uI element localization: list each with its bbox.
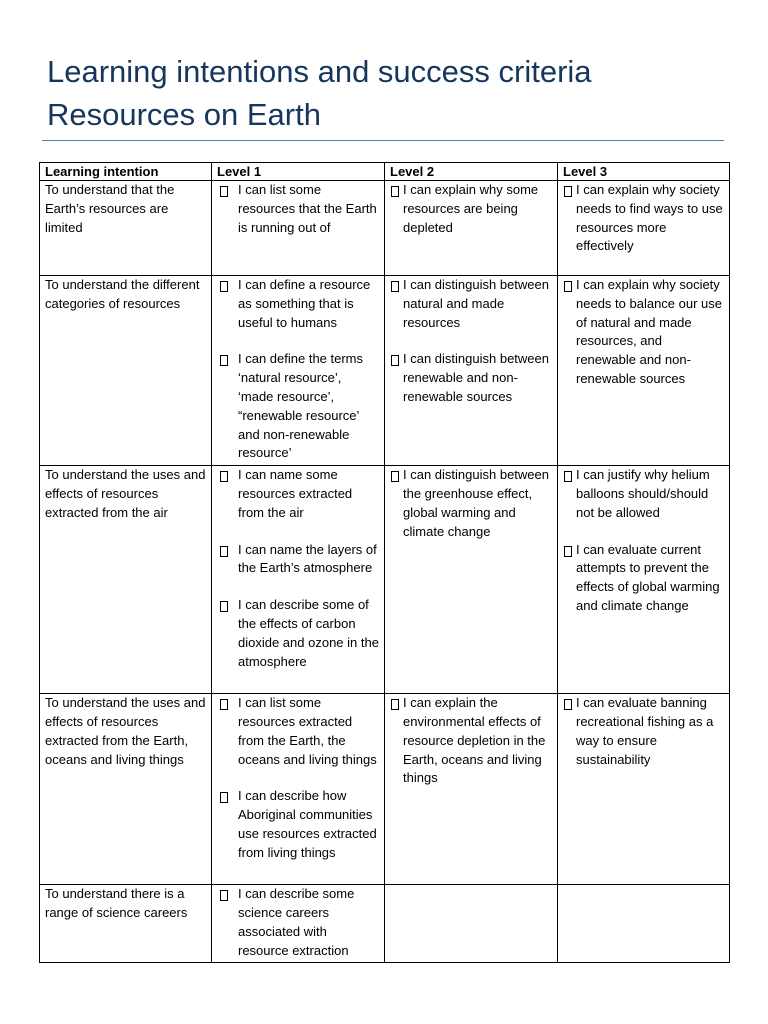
criterion-text: I can justify why helium balloons should/should not be allowed	[576, 467, 710, 520]
checkbox-icon[interactable]	[564, 471, 572, 482]
header-level-3: Level 3	[558, 163, 730, 181]
intention-cell: To understand there is a range of science careers	[40, 885, 212, 963]
criterion-text: I can explain why society needs to find ways to use resources more effectively	[576, 182, 723, 254]
checkbox-icon[interactable]	[220, 890, 228, 901]
criterion-text: I can describe some of the effects of carbon dioxide and ozone in the atmosphere	[238, 597, 379, 669]
criterion-item	[390, 276, 552, 332]
level-3-cell	[558, 181, 730, 276]
level-2-cell	[385, 885, 558, 963]
criterion-text: I can list some resources extracted from the Earth, the oceans and living things	[238, 695, 377, 767]
level-2-cell	[385, 466, 558, 694]
title-line-1: Learning intentions and success criteria	[47, 54, 592, 89]
criterion-text: I can list some resources that the Earth is running out of	[238, 182, 377, 235]
level-1-cell	[212, 885, 385, 963]
title-divider	[42, 140, 724, 141]
criterion-item	[217, 276, 379, 332]
checkbox-icon[interactable]	[564, 546, 572, 557]
checkbox-icon[interactable]	[564, 281, 572, 292]
criterion-text: I can evaluate banning recreational fishing as a way to ensure sustainability	[576, 695, 714, 767]
checkbox-icon[interactable]	[391, 699, 399, 710]
criterion-item	[217, 350, 379, 463]
checkbox-icon[interactable]	[220, 471, 228, 482]
checkbox-icon[interactable]	[220, 355, 228, 366]
criterion-item	[390, 350, 552, 406]
level-3-cell	[558, 466, 730, 694]
criterion-item	[390, 181, 552, 237]
criterion-item	[217, 694, 379, 769]
level-1-cell	[212, 276, 385, 466]
criterion-text: I can distinguish between natural and made resources	[403, 277, 549, 330]
title-line-2: Resources on Earth	[47, 97, 321, 132]
intention-cell: To understand the different categories of resources	[40, 276, 212, 466]
intention-cell: To understand the uses and effects of resources extracted from the air	[40, 466, 212, 694]
criterion-text: I can distinguish between the greenhouse effect, global warming and climate change	[403, 467, 549, 539]
criterion-text: I can describe how Aboriginal communities use resources extracted from living things	[238, 788, 377, 860]
checkbox-icon[interactable]	[391, 355, 399, 366]
criterion-text: I can evaluate current attempts to prevent the effects of global warming and climate change	[576, 541, 720, 613]
criterion-item	[563, 694, 724, 769]
criterion-item	[217, 596, 379, 671]
table-row	[40, 276, 730, 466]
criteria-table	[39, 162, 730, 963]
criterion-item	[217, 541, 379, 579]
criterion-text: I can explain why society needs to balance our use of natural and made resources, and renewable and non-renewable sources	[576, 277, 722, 386]
checkbox-icon[interactable]	[220, 792, 228, 803]
level-2-cell	[385, 694, 558, 885]
criterion-text: I can name some resources extracted from the air	[238, 467, 353, 520]
level-1-cell	[212, 181, 385, 276]
criterion-item	[217, 466, 379, 522]
level-3-cell	[558, 694, 730, 885]
checkbox-icon[interactable]	[391, 281, 399, 292]
criterion-item	[217, 885, 379, 960]
criterion-text: I can describe some science careers associated with resource extraction	[238, 886, 355, 958]
header-level-2: Level 2	[385, 163, 558, 181]
criterion-text: I can explain the environmental effects of resource depletion in the Earth, oceans and living things	[403, 695, 546, 786]
criterion-item	[563, 181, 724, 256]
criterion-item	[563, 541, 724, 616]
table-row	[40, 181, 730, 276]
level-2-cell	[385, 181, 558, 276]
level-3-cell	[558, 885, 730, 963]
criterion-item	[563, 466, 724, 522]
page-title	[47, 50, 727, 136]
level-2-cell	[385, 276, 558, 466]
header-learning-intention: Learning intention	[40, 163, 212, 181]
checkbox-icon[interactable]	[220, 186, 228, 197]
level-1-cell	[212, 694, 385, 885]
checkbox-icon[interactable]	[391, 186, 399, 197]
checkbox-icon[interactable]	[220, 546, 228, 557]
level-1-cell	[212, 466, 385, 694]
checkbox-icon[interactable]	[220, 281, 228, 292]
checkbox-icon[interactable]	[564, 186, 572, 197]
criterion-item	[217, 787, 379, 862]
criterion-item	[217, 181, 379, 237]
criterion-text: I can explain why some resources are being depleted	[403, 182, 539, 235]
criterion-item	[390, 466, 552, 541]
criterion-item	[390, 694, 552, 788]
checkbox-icon[interactable]	[220, 601, 228, 612]
criterion-text: I can distinguish between renewable and non-renewable sources	[403, 351, 549, 404]
header-row	[40, 163, 730, 181]
table-row	[40, 466, 730, 694]
level-3-cell	[558, 276, 730, 466]
checkbox-icon[interactable]	[391, 471, 399, 482]
intention-cell: To understand that the Earth’s resources are limited	[40, 181, 212, 276]
header-level-1: Level 1	[212, 163, 385, 181]
criterion-text: I can define the terms ‘natural resource’, ‘made resource’, “renewable resource’ and non-renewable resource’	[238, 351, 364, 461]
criterion-item	[563, 276, 724, 389]
criterion-text: I can define a resource as something that is useful to humans	[238, 277, 371, 330]
checkbox-icon[interactable]	[220, 699, 228, 710]
table-row	[40, 694, 730, 885]
criterion-text: I can name the layers of the Earth’s atmosphere	[238, 541, 377, 576]
intention-cell: To understand the uses and effects of resources extracted from the Earth, oceans and living things	[40, 694, 212, 885]
checkbox-icon[interactable]	[564, 699, 572, 710]
table-row	[40, 885, 730, 963]
